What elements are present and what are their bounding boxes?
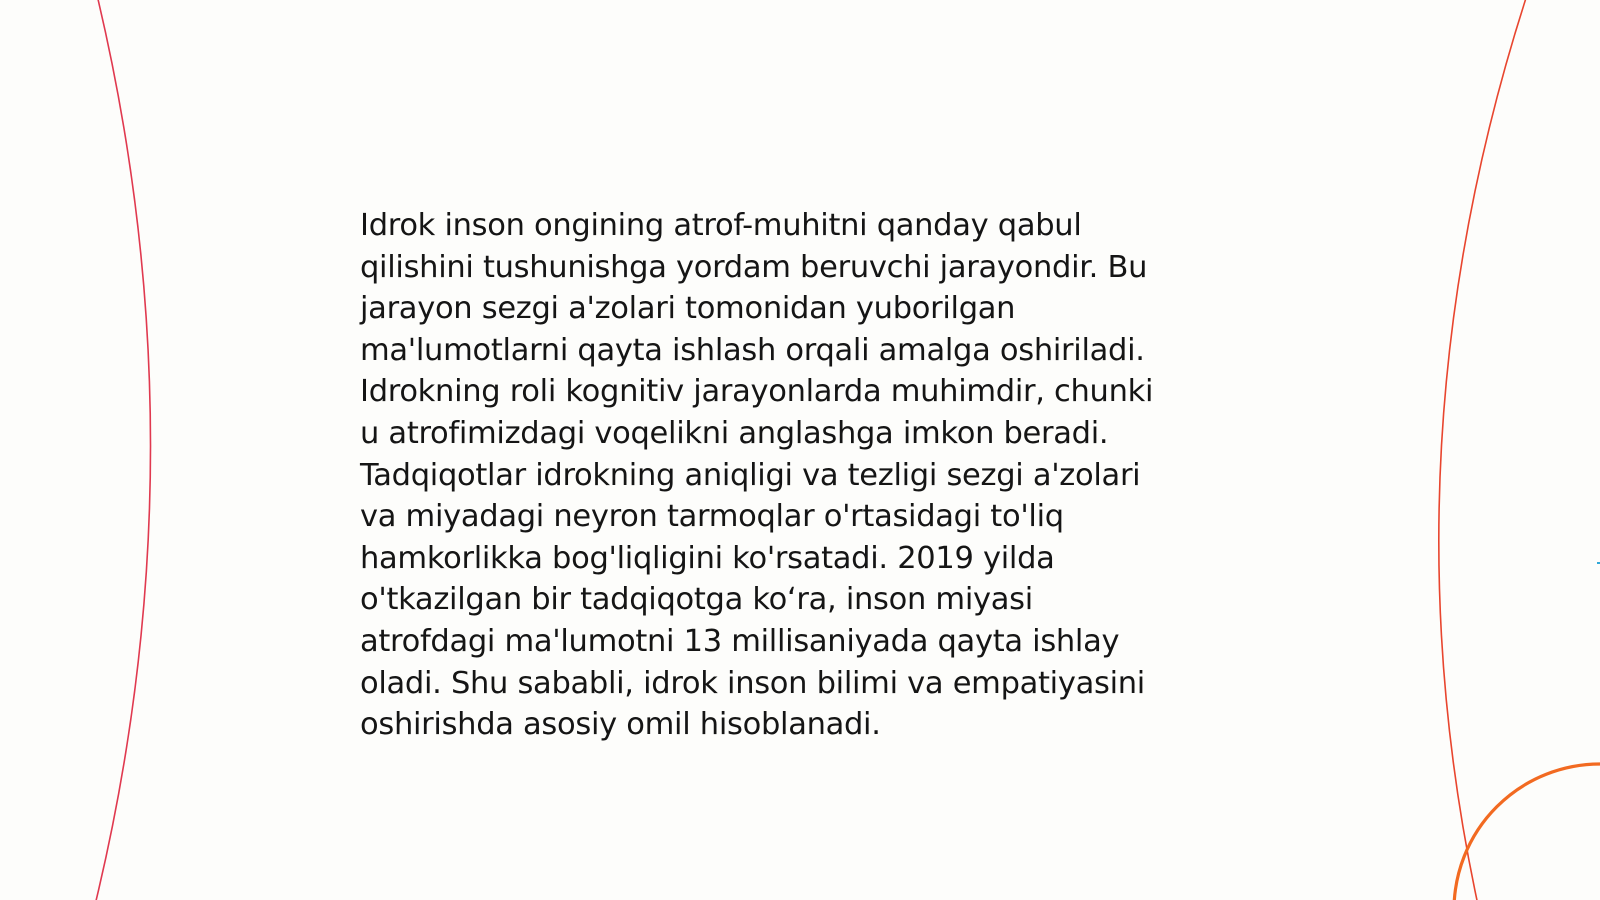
paragraph-line: oshirishda asosiy omil hisoblanadi. — [360, 707, 881, 743]
paragraph-line: oladi. Shu sababli, idrok inson bilimi va empatiyasini — [360, 665, 1145, 701]
paragraph-line: Idrokning roli kognitiv jarayonlarda muhimdir, chunki — [360, 374, 1154, 410]
left-arc — [95, 0, 151, 900]
paragraph-line: atrofdagi ma'lumotni 13 millisaniyada qayta ishlay — [360, 623, 1120, 659]
paragraph-line: o'tkazilgan bir tadqiqotga ko‘ra, inson miyasi — [360, 582, 1033, 618]
paragraph-line: qilishini tushunishga yordam beruvchi jarayondir. Bu — [360, 249, 1148, 285]
body-paragraph — [360, 205, 1240, 746]
paragraph-line: Idrok inson ongining atrof-muhitni qanday qabul — [360, 208, 1082, 243]
paragraph-line: u atrofimizdagi voqelikni anglashga imkon beradi. — [360, 415, 1109, 451]
paragraph-line: va miyadagi neyron tarmoqlar o'rtasidagi to'liq — [360, 499, 1064, 535]
orange-ring — [1454, 764, 1600, 900]
right-arc — [1439, 0, 1527, 900]
paragraph-line: ma'lumotlarni qayta ishlash orqali amalga oshiriladi. — [360, 332, 1145, 368]
paragraph-line: jarayon sezgi a'zolari tomonidan yuborilgan — [360, 291, 1016, 327]
paragraph-line: Tadqiqotlar idrokning aniqligi va tezligi sezgi a'zolari — [360, 457, 1141, 493]
paragraph-line: hamkorlikka bog'liqligini ko'rsatadi. 2019 yilda — [360, 540, 1055, 576]
